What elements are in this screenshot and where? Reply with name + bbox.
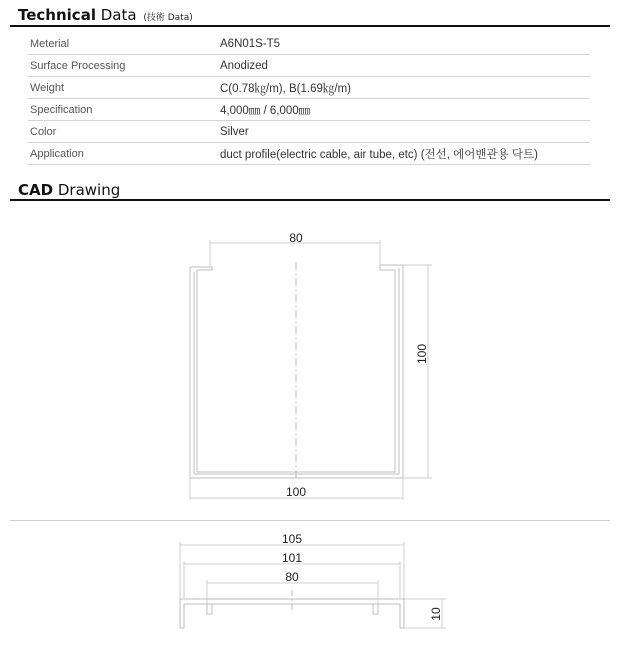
spec-label: Color <box>30 125 57 138</box>
cad-drawing-cover <box>0 520 632 648</box>
cad-title-light: Drawing <box>57 181 121 199</box>
cad-title-bold: CAD <box>18 181 54 199</box>
cover-outer-outline <box>180 599 404 628</box>
dim-top-80: 80 <box>289 231 303 245</box>
technical-title-light: Data <box>100 6 137 24</box>
spec-label: Specification <box>30 103 93 116</box>
cover-left-lip <box>207 604 212 614</box>
technical-title-sub: (技術 Data) <box>143 13 193 23</box>
dim-right-100: 100 <box>415 343 429 365</box>
dim-105: 105 <box>281 532 303 546</box>
spec-label: Application <box>30 147 84 160</box>
spec-label: Meterial <box>30 37 70 50</box>
spec-label: Weight <box>30 81 65 94</box>
dim-101: 101 <box>281 551 303 565</box>
spec-value: 4,000㎜ / 6,000㎜ <box>220 104 311 117</box>
spec-value: duct profile(electric cable, air tube, etc) (전선, 에어밴관용 닥트) <box>220 148 538 161</box>
dim-10: 10 <box>429 607 443 621</box>
technical-title-bold: Technical <box>18 6 96 24</box>
dim-bottom-100: 100 <box>285 485 307 499</box>
spec-value: Silver <box>220 125 249 138</box>
cover-right-lip <box>373 604 378 614</box>
dim-80: 80 <box>285 570 299 584</box>
spec-value: A6N01S-T5 <box>220 37 281 50</box>
spec-value: C(0.78㎏/m), B(1.69㎏/m) <box>220 82 351 95</box>
spec-label: Surface Processing <box>30 59 126 72</box>
spec-value: Anodized <box>220 59 268 72</box>
